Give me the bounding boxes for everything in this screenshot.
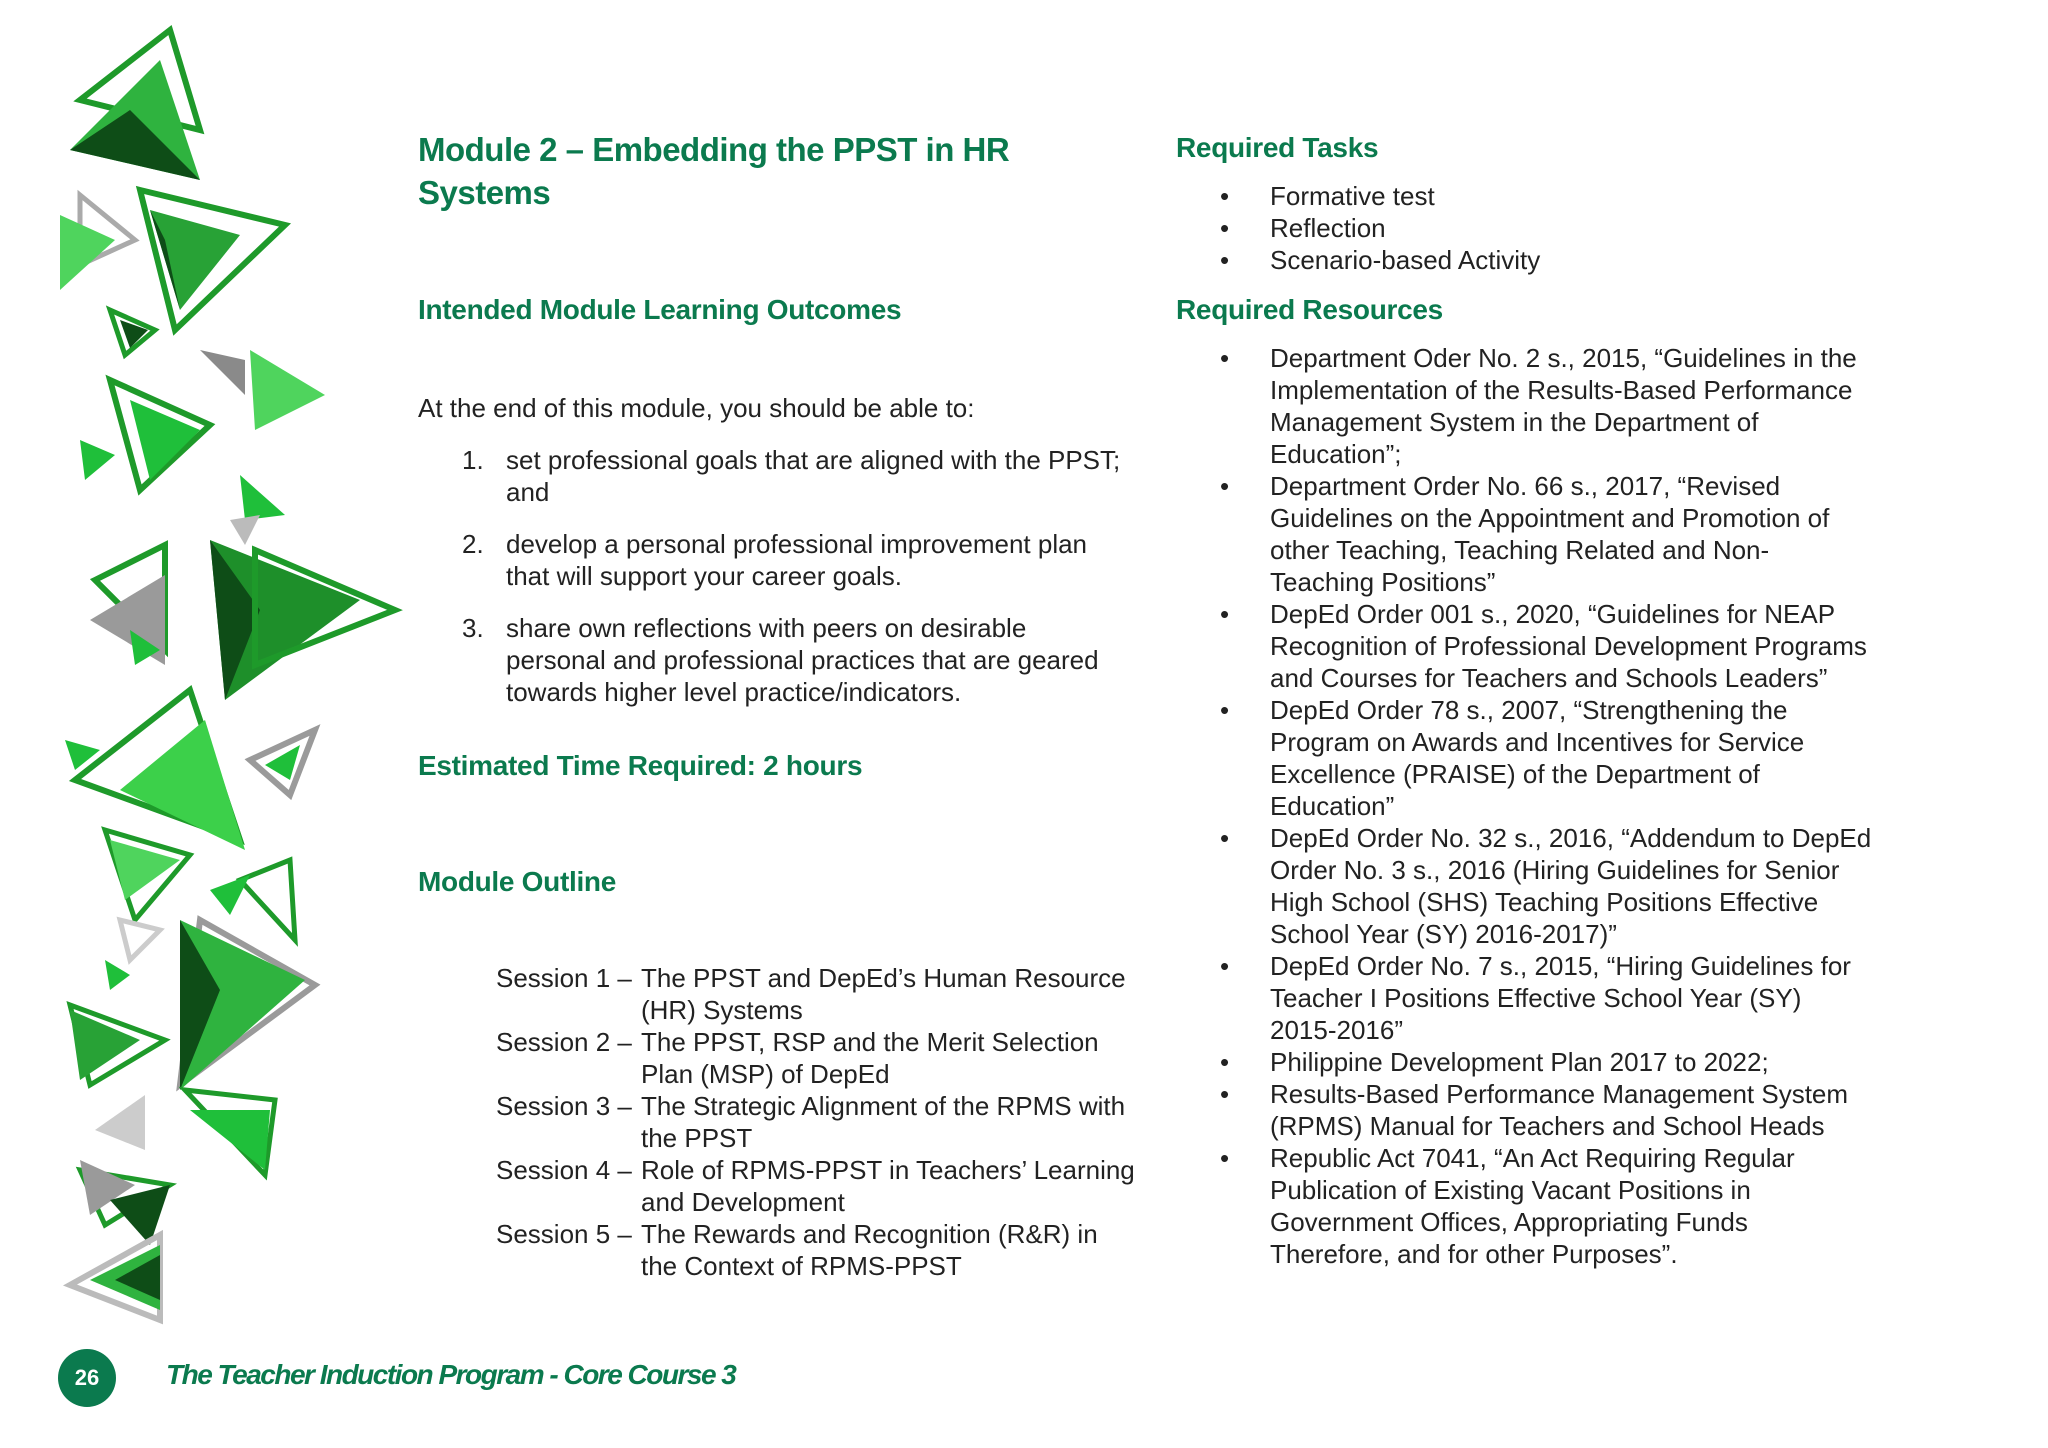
resource-item — [1212, 1142, 1872, 1270]
resources-list — [1212, 342, 1872, 1270]
session-label: Session 1 – — [496, 963, 632, 993]
bullet-icon: • — [1220, 343, 1230, 373]
resource-text: Department Order No. 66 s., 2017, “Revised Guidelines on the Appointment and Promotion of other Teaching, Teaching Related and Non-Teaching Positions” — [1270, 471, 1830, 597]
outcome-number: 1. — [462, 445, 484, 475]
bullet-icon: • — [1220, 951, 1230, 981]
outcome-item — [462, 528, 1122, 592]
outcome-item — [462, 444, 1122, 508]
session-text: The PPST, RSP and the Merit Selection Plan (MSP) of DepEd — [641, 1027, 1099, 1089]
bullet-icon: • — [1220, 1079, 1230, 1109]
bullet-icon: • — [1220, 1047, 1230, 1077]
bullet-icon: • — [1220, 245, 1230, 275]
resource-text: Results-Based Performance Management System (RPMS) Manual for Teachers and School Heads — [1270, 1079, 1849, 1141]
session-label: Session 4 – — [496, 1155, 632, 1185]
bullet-icon: • — [1220, 599, 1230, 629]
triangle-pattern — [60, 30, 395, 1320]
tasks-list — [1212, 180, 1892, 276]
footer-title: The Teacher Induction Program - Core Course 3 — [166, 1359, 736, 1390]
resource-text: DepEd Order 78 s., 2007, “Strengthening the Program on Awards and Incentives for Service Excellence (PRAISE) of the Department of Education” — [1270, 695, 1805, 821]
outcomes-heading: Intended Module Learning Outcomes — [418, 294, 902, 325]
outcome-text: develop a personal professional improvement plan that will support your career goals. — [506, 529, 1088, 591]
bullet-icon: • — [1220, 181, 1230, 211]
session-text: The Strategic Alignment of the RPMS with the PPST — [641, 1091, 1126, 1153]
time-heading: Estimated Time Required: 2 hours — [418, 750, 863, 781]
task-text: Reflection — [1270, 213, 1386, 243]
resource-item — [1212, 598, 1872, 694]
task-item — [1212, 180, 1892, 212]
resource-text: DepEd Order 001 s., 2020, “Guidelines for NEAP Recognition of Professional Development Programs and Courses for Teachers and Schools Leaders” — [1270, 599, 1867, 693]
resource-text: Philippine Development Plan 2017 to 2022; — [1270, 1047, 1769, 1077]
decorative-triangles-graphic — [0, 0, 420, 1340]
bullet-icon: • — [1220, 695, 1230, 725]
session-item — [496, 962, 1136, 1026]
outcomes-intro: At the end of this module, you should be able to: — [418, 393, 975, 423]
session-text: Role of RPMS-PPST in Teachers’ Learning and Development — [641, 1155, 1135, 1217]
session-item — [496, 1026, 1136, 1090]
session-label: Session 5 – — [496, 1219, 632, 1249]
task-text: Formative test — [1270, 181, 1435, 211]
bullet-icon: • — [1220, 823, 1230, 853]
session-label: Session 3 – — [496, 1091, 632, 1121]
resource-text: Department Oder No. 2 s., 2015, “Guidelines in the Implementation of the Results-Based Performance Management System in the Department of Education”; — [1270, 343, 1857, 469]
resource-item — [1212, 342, 1872, 470]
page-number-badge: 26 — [58, 1349, 116, 1407]
session-item — [496, 1090, 1136, 1154]
session-text: The Rewards and Recognition (R&R) in the Context of RPMS-PPST — [641, 1219, 1098, 1281]
module-title: Module 2 – Embedding the PPST in HR Systems — [418, 131, 1010, 211]
resource-text: DepEd Order No. 32 s., 2016, “Addendum to DepEd Order No. 3 s., 2016 (Hiring Guidelines for Senior High School (SHS) Teaching Positions Effective School Year (SY) 2016-2017)” — [1270, 823, 1872, 949]
outline-heading: Module Outline — [418, 866, 617, 897]
resource-item — [1212, 470, 1872, 598]
bullet-icon: • — [1220, 213, 1230, 243]
session-list — [496, 962, 1136, 1282]
session-item — [496, 1154, 1136, 1218]
outcome-item — [462, 612, 1122, 708]
resource-item — [1212, 694, 1872, 822]
resource-item — [1212, 1046, 1872, 1078]
outcomes-list — [462, 444, 1122, 728]
resource-text: DepEd Order No. 7 s., 2015, “Hiring Guidelines for Teacher I Positions Effective School Year (SY) 2015-2016” — [1270, 951, 1851, 1045]
task-text: Scenario-based Activity — [1270, 245, 1541, 275]
outcome-text: set professional goals that are aligned with the PPST; and — [506, 445, 1121, 507]
resource-item — [1212, 1078, 1872, 1142]
resource-item — [1212, 822, 1872, 950]
session-item — [496, 1218, 1136, 1282]
bullet-icon: • — [1220, 471, 1230, 501]
outcome-text: share own reflections with peers on desirable personal and professional practices that are geared towards higher level practice/indicators. — [506, 613, 1099, 707]
task-item — [1212, 212, 1892, 244]
resources-heading: Required Resources — [1176, 294, 1443, 325]
task-item — [1212, 244, 1892, 276]
outcome-number: 3. — [462, 613, 484, 643]
session-label: Session 2 – — [496, 1027, 632, 1057]
resource-text: Republic Act 7041, “An Act Requiring Regular Publication of Existing Vacant Positions in Government Offices, Appropriating Funds Therefore, and for other Purposes”. — [1270, 1143, 1795, 1269]
session-text: The PPST and DepEd’s Human Resource (HR) Systems — [641, 963, 1126, 1025]
tasks-heading: Required Tasks — [1176, 132, 1379, 163]
bullet-icon: • — [1220, 1143, 1230, 1173]
resource-item — [1212, 950, 1872, 1046]
outcome-number: 2. — [462, 529, 484, 559]
